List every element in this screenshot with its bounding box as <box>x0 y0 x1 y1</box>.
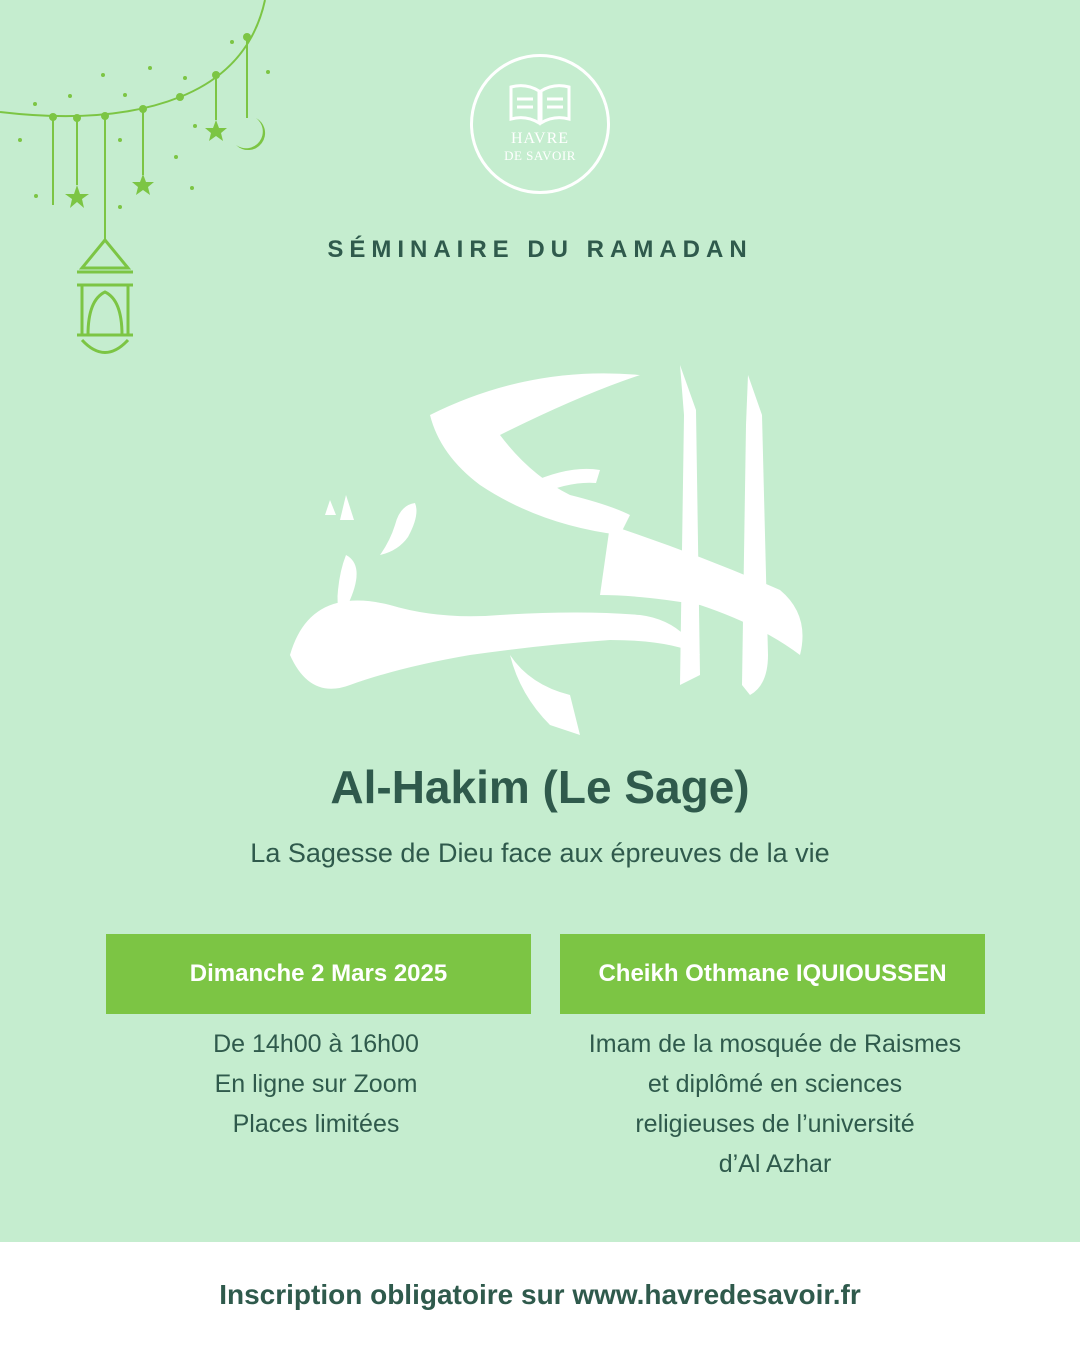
speaker-details <box>555 1024 995 1184</box>
logo-name-line2: DE SAVOIR <box>504 148 576 163</box>
star-icon <box>132 174 154 195</box>
speaker-bio-line: religieuses de l’université <box>635 1110 915 1138</box>
logo-name-line1: HAVRE <box>510 130 570 147</box>
date-details <box>106 1024 526 1144</box>
event-title: Al-Hakim (Le Sage) <box>330 761 750 813</box>
event-kicker: SÉMINAIRE DU RAMADAN <box>327 236 753 263</box>
speaker-bio-line: d’Al Azhar <box>718 1150 832 1178</box>
speaker-box: Cheikh Othmane IQUIOUSSEN <box>560 934 985 1014</box>
event-subtitle: La Sagesse de Dieu face aux épreuves de la vie <box>250 838 830 868</box>
speaker-bio-line: Imam de la mosquée de Raismes <box>588 1030 962 1058</box>
havre-de-savoir-logo <box>470 54 610 194</box>
star-icon <box>205 120 227 141</box>
location-line: En ligne sur Zoom <box>214 1070 418 1098</box>
date-box: Dimanche 2 Mars 2025 <box>106 934 531 1014</box>
al-hakim-calligraphy <box>280 355 820 735</box>
book-logo-icon <box>473 57 607 191</box>
speaker-bio-line: et diplômé en sciences <box>647 1070 903 1098</box>
ramadan-garland-icon <box>0 0 300 370</box>
time-line: De 14h00 à 16h00 <box>213 1030 419 1058</box>
capacity-line: Places limitées <box>232 1110 400 1138</box>
registration-notice: Inscription obligatoire sur www.havredesavoir.fr <box>219 1279 861 1310</box>
star-icon <box>65 185 89 208</box>
crescent-moon-icon <box>236 118 265 150</box>
